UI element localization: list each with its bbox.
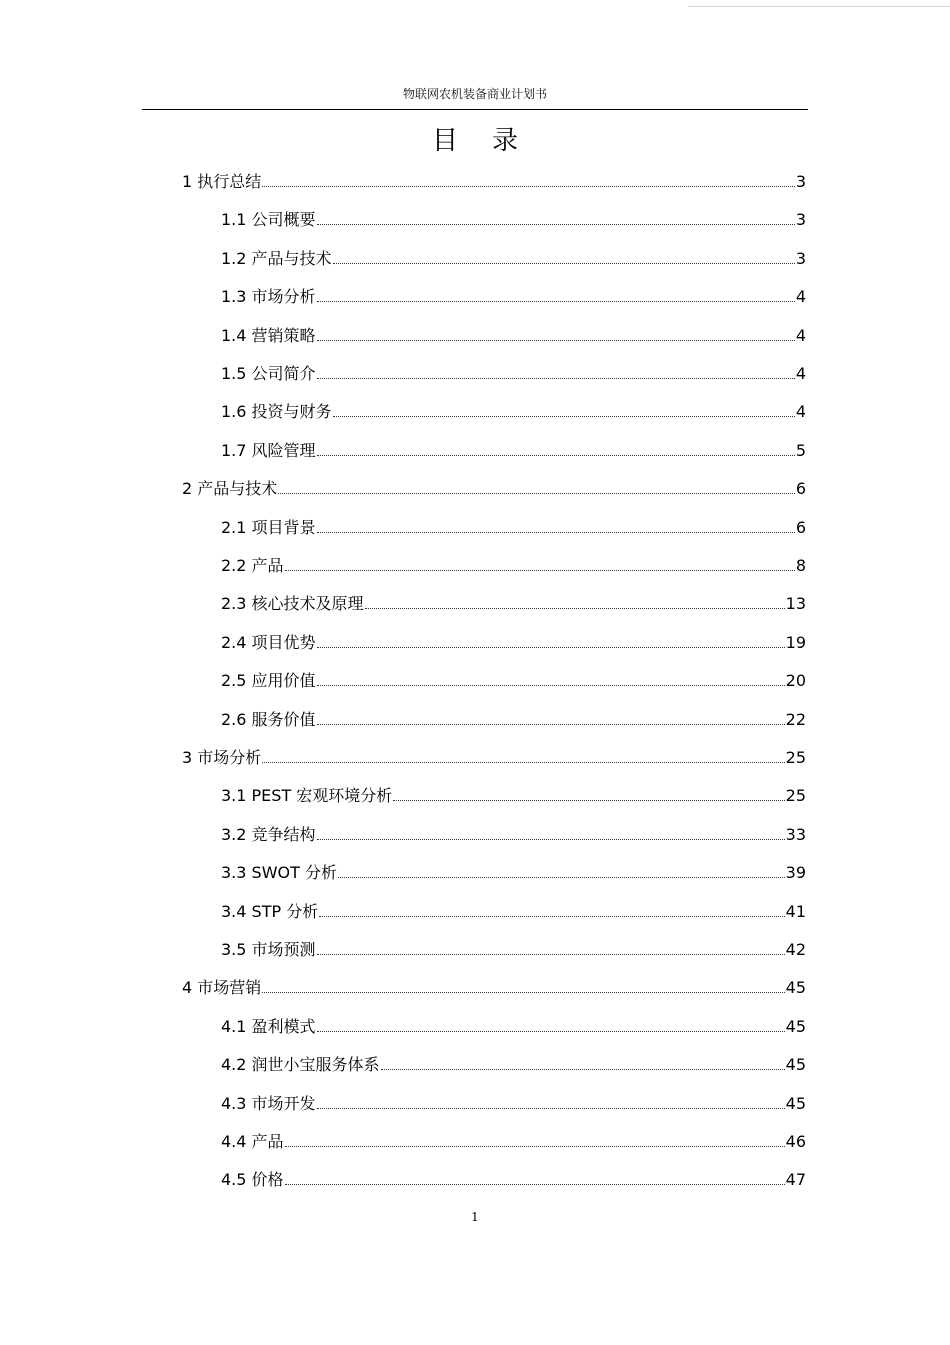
toc-dot-leader — [319, 915, 784, 917]
toc-entry[interactable] — [221, 245, 806, 269]
toc-entry-label: 3.4 STP 分析 — [221, 901, 319, 921]
toc-entry-page: 45 — [785, 1016, 806, 1036]
toc-dot-leader — [317, 838, 785, 840]
toc-entry-page: 33 — [785, 824, 806, 844]
toc-entry-page: 25 — [785, 748, 806, 767]
toc-dot-leader — [317, 454, 795, 456]
toc-dot-leader — [317, 339, 795, 341]
toc-entry-label: 2.3 核心技术及原理 — [221, 594, 364, 614]
toc-dot-leader — [317, 300, 795, 302]
toc-entry-label: 3.5 市场预测 — [221, 940, 316, 959]
toc-entry-page: 6 — [795, 479, 806, 499]
toc-entry-page: 39 — [785, 863, 806, 883]
toc-entry[interactable] — [221, 1013, 806, 1037]
toc-entry-label: 2.1 项目背景 — [221, 517, 316, 537]
toc-entry-page: 3 — [795, 172, 806, 191]
toc-entry[interactable] — [221, 936, 806, 960]
toc-entry[interactable] — [221, 629, 806, 653]
toc-entry[interactable] — [221, 898, 806, 922]
toc-entry-label: 2.2 产品 — [221, 556, 284, 575]
toc-entry-label: 2.6 服务价值 — [221, 709, 316, 729]
toc-entry-page: 20 — [785, 671, 806, 691]
toc-entry-page: 46 — [785, 1132, 806, 1151]
toc-entry-label: 3.2 竞争结构 — [221, 824, 316, 844]
toc-entry[interactable] — [221, 821, 806, 845]
toc-entry-label: 1.3 市场分析 — [221, 287, 316, 307]
toc-entry[interactable] — [221, 360, 806, 384]
toc-dot-leader — [317, 1107, 785, 1109]
toc-entry[interactable] — [182, 744, 806, 768]
toc-entry-page: 4 — [795, 325, 806, 345]
toc-dot-leader — [317, 646, 785, 648]
toc-entry-page: 3 — [795, 210, 806, 230]
toc-entry[interactable] — [221, 782, 806, 806]
toc-entry-page: 6 — [795, 517, 806, 537]
toc-dot-leader — [262, 761, 784, 763]
toc-dot-leader — [317, 377, 795, 379]
toc-entry[interactable] — [182, 974, 806, 998]
running-header: 物联网农机装备商业计划书 — [402, 87, 547, 101]
toc-entry[interactable] — [221, 1090, 806, 1114]
toc-entry-page: 45 — [785, 1055, 806, 1075]
toc-entry[interactable] — [221, 1166, 806, 1190]
toc-entry-label: 4.1 盈利模式 — [221, 1016, 316, 1036]
toc-dot-leader — [317, 723, 785, 725]
toc-entry[interactable] — [221, 206, 806, 230]
toc-entry-page: 8 — [795, 556, 806, 575]
toc-entry-label: 2 产品与技术 — [182, 479, 278, 499]
toc-entry-label: 4.5 价格 — [221, 1170, 284, 1190]
toc-entry[interactable] — [221, 1128, 806, 1152]
toc-entry[interactable] — [221, 706, 806, 730]
toc-entry-label: 1.7 风险管理 — [221, 440, 316, 460]
toc-entry-label: 1.1 公司概要 — [221, 210, 316, 230]
toc-entry[interactable] — [221, 1051, 806, 1075]
toc-entry-page: 47 — [785, 1170, 806, 1190]
toc-entry-page: 13 — [785, 594, 806, 614]
toc-dot-leader — [333, 415, 795, 417]
toc-dot-leader — [333, 262, 795, 264]
toc-dot-leader — [393, 799, 784, 801]
toc-dot-leader — [317, 531, 795, 533]
toc-entry[interactable] — [221, 859, 806, 883]
toc-entry-page: 4 — [795, 402, 806, 422]
toc-dot-leader — [285, 1183, 785, 1185]
header-rule — [142, 109, 808, 110]
toc-entry[interactable] — [221, 322, 806, 346]
toc-dot-leader — [262, 185, 795, 187]
toc-dot-leader — [278, 492, 795, 494]
toc-dot-leader — [381, 1068, 785, 1070]
toc-dot-leader — [285, 1145, 785, 1147]
toc-entry-label: 2.4 项目优势 — [221, 632, 316, 652]
toc-entry[interactable] — [221, 398, 806, 422]
toc-entry-label: 1.2 产品与技术 — [221, 248, 332, 268]
toc-entry-label: 1.4 营销策略 — [221, 325, 316, 345]
toc-dot-leader — [365, 607, 785, 609]
toc-entry-page: 22 — [785, 709, 806, 729]
toc-title: 目录 — [431, 126, 552, 156]
toc-entry-page: 5 — [795, 440, 806, 460]
toc-entry-label: 1.5 公司简介 — [221, 364, 316, 383]
toc-dot-leader — [317, 1030, 785, 1032]
top-corner-line — [688, 6, 950, 7]
page-number: 1 — [471, 1210, 479, 1224]
toc-entry[interactable] — [221, 667, 806, 691]
toc-entry-label: 1.6 投资与财务 — [221, 402, 332, 422]
toc-entry[interactable] — [221, 552, 806, 576]
toc-entry-label: 2.5 应用价值 — [221, 671, 316, 691]
toc-entry-page: 45 — [785, 978, 806, 998]
toc-dot-leader — [317, 953, 785, 955]
toc-entry-page: 19 — [785, 632, 806, 652]
toc-entry-page: 3 — [795, 248, 806, 268]
toc-entry-label: 4 市场营销 — [182, 978, 262, 998]
toc-entry-label: 3.1 PEST 宏观环境分析 — [221, 786, 393, 806]
toc-entry-page: 42 — [785, 940, 806, 959]
toc-entry-label: 1 执行总结 — [182, 172, 262, 191]
toc-entry-label: 4.4 产品 — [221, 1132, 284, 1151]
toc-entry-label: 4.2 润世小宝服务体系 — [221, 1055, 380, 1075]
toc-entry[interactable] — [182, 475, 806, 499]
toc-entry[interactable] — [221, 590, 806, 614]
toc-entry-page: 41 — [785, 901, 806, 921]
toc-entry-page: 45 — [785, 1093, 806, 1113]
toc-entry[interactable] — [221, 514, 806, 538]
toc-entry-label: 3.3 SWOT 分析 — [221, 863, 337, 883]
toc-entry-label: 4.3 市场开发 — [221, 1093, 316, 1113]
toc-dot-leader — [285, 569, 795, 571]
toc-entry-page: 4 — [795, 364, 806, 383]
toc-entry-label: 3 市场分析 — [182, 748, 262, 767]
toc-entry[interactable] — [182, 168, 806, 192]
toc-dot-leader — [338, 876, 785, 878]
toc-dot-leader — [317, 684, 785, 686]
toc-dot-leader — [262, 991, 784, 993]
toc-entry-page: 4 — [795, 287, 806, 307]
toc-dot-leader — [317, 223, 795, 225]
toc-entry-page: 25 — [785, 786, 806, 806]
toc-entry[interactable] — [221, 283, 806, 307]
toc-entry[interactable] — [221, 437, 806, 461]
